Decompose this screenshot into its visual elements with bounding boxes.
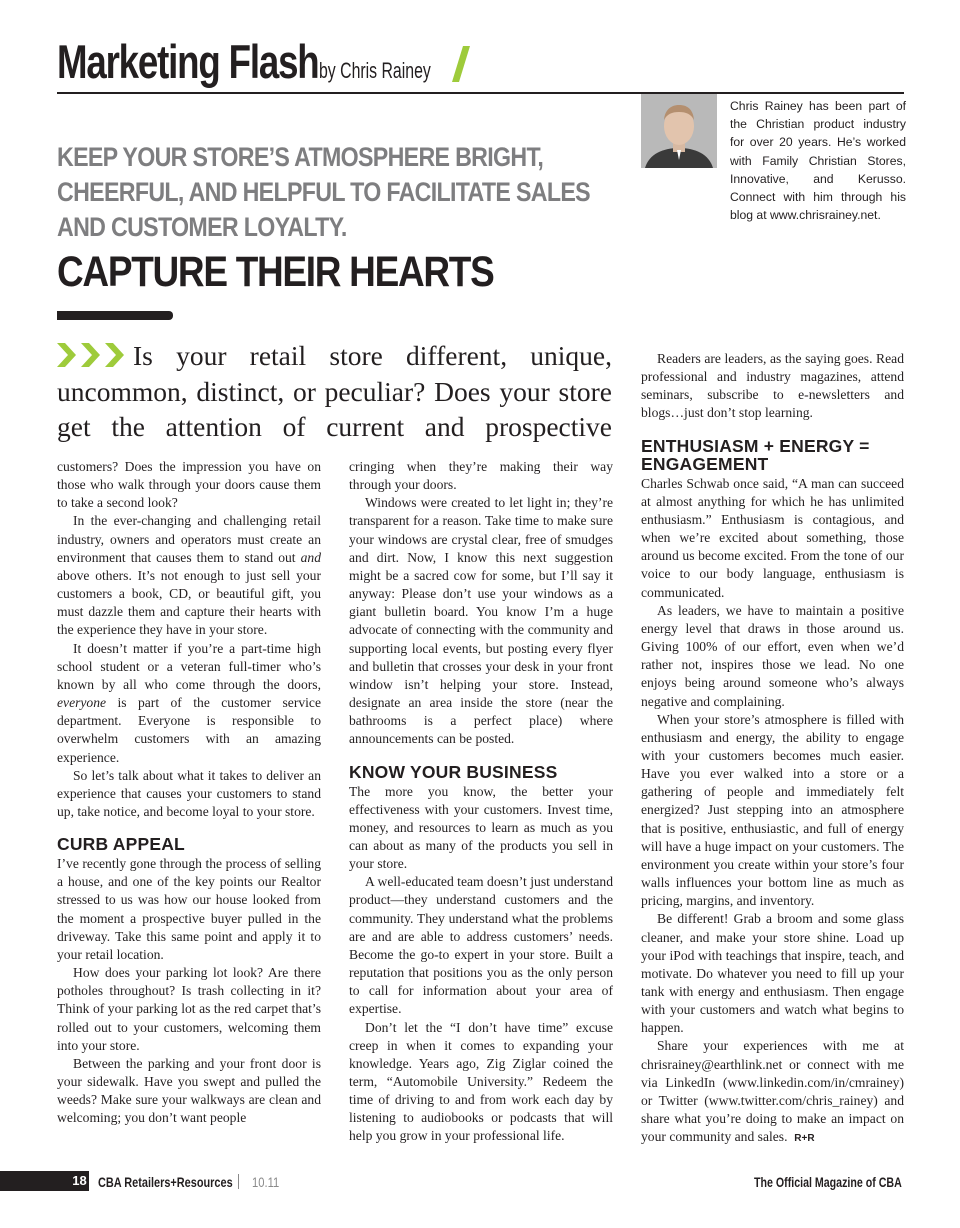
footer-separator: [238, 1174, 239, 1189]
deck: KEEP YOUR STORE’S ATMOSPHERE BRIGHT, CHEERFUL, AND HELPFUL TO FACILITATE SALES AND CUSTOMER LOYALTY.: [57, 142, 590, 242]
author-photo: [641, 94, 717, 168]
body-paragraph: How does your parking lot look? Are there potholes throughout? Is trash collecting in it? Think of your parking lot as the red carpet that’s rolled out to your customers, welcoming them into your store.: [57, 965, 321, 1053]
body-paragraph: Be different! Grab a broom and some glass cleaner, and make your store shine. Load up your iPod with teachings that inspire, teach, and motivate. Do whatever you need to fill up your tank with energy and enthusiasm. Then engage with your customers and watch what begins to happen.: [641, 911, 904, 1036]
headline-bar: [57, 311, 173, 320]
body-paragraph: So let’s talk about what it takes to deliver an experience that causes your customers to stand up, take notice, and become loyal to your store.: [57, 767, 321, 819]
body-paragraph: A well-educated team doesn’t just understand product—they understand customers and the community. They understand what the problems are and are able to address customers’ needs. Become the go-to expert in your store. Built a reputation that positions you as the only person to call for information about your area of expertise.: [349, 874, 613, 1017]
footer-tagline: The Official Magazine of CBA: [754, 1174, 902, 1190]
masthead-rule: [57, 92, 904, 94]
body-paragraph: Share your experiences with me at chrisrainey@earthlink.net or connect with me via LinkedIn (www.linkedin.com/in/cmrainey) or Twitter (www.twitter.com/chris_rainey) and share what you’re doing to make an impact on your community and sales. R+R: [641, 1038, 904, 1145]
body-paragraph: The more you know, the better your effectiveness with your customers. Invest time, money, and resources to learn as much as you can about as many of the products you sell in your store.: [349, 783, 613, 872]
body-paragraph: Readers are leaders, as the saying goes. Read professional and industry magazines, attend seminars, subscribe to e-newsletters and blogs…just don’t stop learning.: [641, 351, 904, 421]
body-paragraph: Windows were created to let light in; they’re transparent for a reason. Take time to make sure your windows are crystal clear, free of smudges and dirt. Now, I know this next suggestion might be a sacred cow for some, but I’ll say it anyway: Please don’t use your windows as a giant bulletin board. You know I’m a huge advocate of connecting with the community and supporting local events, but posting every flyer and bulletin that crosses your desk in your front window isn’t helping your store. Instead, designate an area inside the store (near the bathrooms is a perfect place) where announcements can be posted.: [349, 495, 613, 747]
lead-text: Is your retail store different, unique, uncommon, distinct, or peculiar? Does your store get the attention of current and prospective: [57, 340, 612, 442]
page-number: 18: [70, 1171, 89, 1191]
author-headshot-icon: [641, 94, 717, 168]
body-paragraph: It doesn’t matter if you’re a part-time high school student or a veteran full-timer who’s known by all who come through the doors, everyone is part of the customer service department. Everyone is responsible to overwhelm customers with an amazing experience.: [57, 640, 321, 765]
headline: CAPTURE THEIR HEARTS: [57, 248, 494, 296]
accent-slash-icon: [452, 46, 470, 82]
subhead-know-your-business: KNOW YOUR BUSINESS: [349, 761, 558, 782]
subhead-curb-appeal: CURB APPEAL: [57, 834, 185, 855]
body-paragraph: Don’t let the “I don’t have time” excuse creep in when it comes to expanding your knowledge. Years ago, Zig Ziglar coined the term, “Automobile University.” Redeem the time of driving to and from work each day by listening to audiobooks or podcasts that will help you grow in your professional life.: [349, 1019, 613, 1144]
body-paragraph: In the ever-changing and challenging retail industry, owners and operators must create an environment that causes them to stand out and above others. It’s not enough to just sell your customers a book, CD, or beautiful gift, you must dazzle them and capture their hearts with the experience they have in your store.: [57, 513, 321, 638]
author-bio: Chris Rainey has been part of the Christian product industry for over 20 years. He’s worked with Family Christian Stores, Innovative, and Kerusso. Connect with him through his blog at www.chrisrainey.net.: [730, 99, 906, 223]
lead-paragraph: [57, 338, 612, 445]
body-paragraph: Charles Schwab once said, “A man can succeed at almost anything for which he has unlimited enthusiasm.” Enthusiasm is contagious, and when we’re excited about something, those around us become excited. From the tone of our voice to our body language, enthusiasm is communicated.: [641, 475, 904, 600]
issue-number: 10.11: [252, 1174, 280, 1190]
column-2: [349, 458, 613, 1146]
body-paragraph: Between the parking and your front door is your sidewalk. Have you swept and pulled the weeds? Make sure your walkways are clean and welcoming; you don’t want people: [57, 1055, 321, 1126]
masthead: [57, 36, 439, 88]
body-paragraph: cringing when they’re making their way through your doors.: [349, 459, 613, 493]
column-3: [641, 350, 904, 1148]
column-1: [57, 458, 321, 1127]
masthead-byline: by Chris Rainey: [319, 58, 431, 83]
subhead-enthusiasm: ENTHUSIASM + ENERGY = ENGAGEMENT: [641, 435, 870, 474]
masthead-title: Marketing Flash: [57, 35, 319, 88]
body-paragraph: I’ve recently gone through the process of selling a house, and one of the key points our Realtor stressed to us was how our house looked from the moment a prospective buyer pulled in the driveway. Take this same point and apply it to your retail location.: [57, 856, 321, 962]
body-paragraph: customers? Does the impression you have on those who walk through your doors cause them to take a second look?: [57, 459, 321, 511]
end-mark: R+R: [794, 1133, 815, 1145]
body-paragraph: When your store’s atmosphere is filled with enthusiasm and energy, the ability to engage with your customers becomes much easier. Have you ever walked into a store or a gathering of people and immediately felt energized? Just stepping into an atmosphere that is positive, enthusiastic, and full of energy will have a huge impact on your customers. The environment you create within your store’s four walls influences your bottom line as much as pricing, margins, and inventory.: [641, 711, 904, 909]
publication-name: CBA Retailers+Resources: [98, 1174, 233, 1190]
body-paragraph: As leaders, we have to maintain a positive energy level that draws in those around us. Giving 100% of our effort, even when we’d rather not, inspires those we lead. No one enjoys being around someone who’s always negative and complaining.: [641, 602, 904, 709]
